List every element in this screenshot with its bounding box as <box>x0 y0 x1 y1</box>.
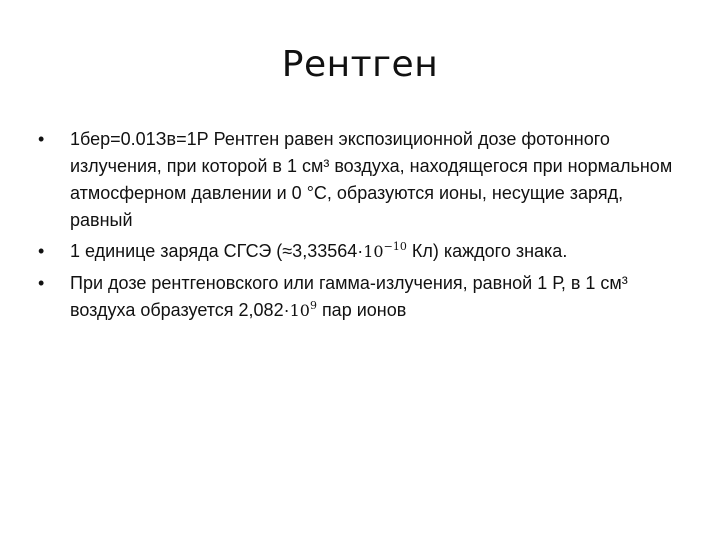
bullet-item <box>36 270 686 324</box>
bullet-text-end: пар ионов <box>316 300 407 320</box>
bullet-item <box>36 126 686 234</box>
bullet-marker: • <box>38 273 45 293</box>
bullet-text-start: При дозе рентгеновского или гамма-излучения, равной 1 Р, в 1 см³ воздуха образуется 2,082· <box>70 273 628 320</box>
bullet-text <box>70 270 686 324</box>
power-base: 10 <box>289 301 310 320</box>
power-base: 10 <box>363 242 384 261</box>
power-of-ten <box>290 301 317 320</box>
bullet-text-end: Кл) каждого знака. <box>406 241 568 261</box>
bullet-text: 1бер=0.01Зв=1Р Рентген равен экспозиционной дозе фотонного излучения, при которой в 1 см³ воздуха, находящегося при нормальном атмосферном давлении и 0 °С, образуются ионы, несущие заряд, равный <box>70 129 673 230</box>
bullet-marker: • <box>38 129 45 149</box>
bullet-marker: • <box>38 241 45 261</box>
slide-title: Рентген <box>281 44 439 85</box>
bullet-text-start: 1 единице заряда СГСЭ (≈3,33564· <box>70 241 364 261</box>
power-of-ten <box>363 242 407 261</box>
bullet-text <box>70 238 686 265</box>
bullet-list <box>36 126 686 324</box>
power-exponent: 9 <box>309 299 317 312</box>
power-exponent: −10 <box>383 240 407 253</box>
bullet-item <box>36 238 686 265</box>
